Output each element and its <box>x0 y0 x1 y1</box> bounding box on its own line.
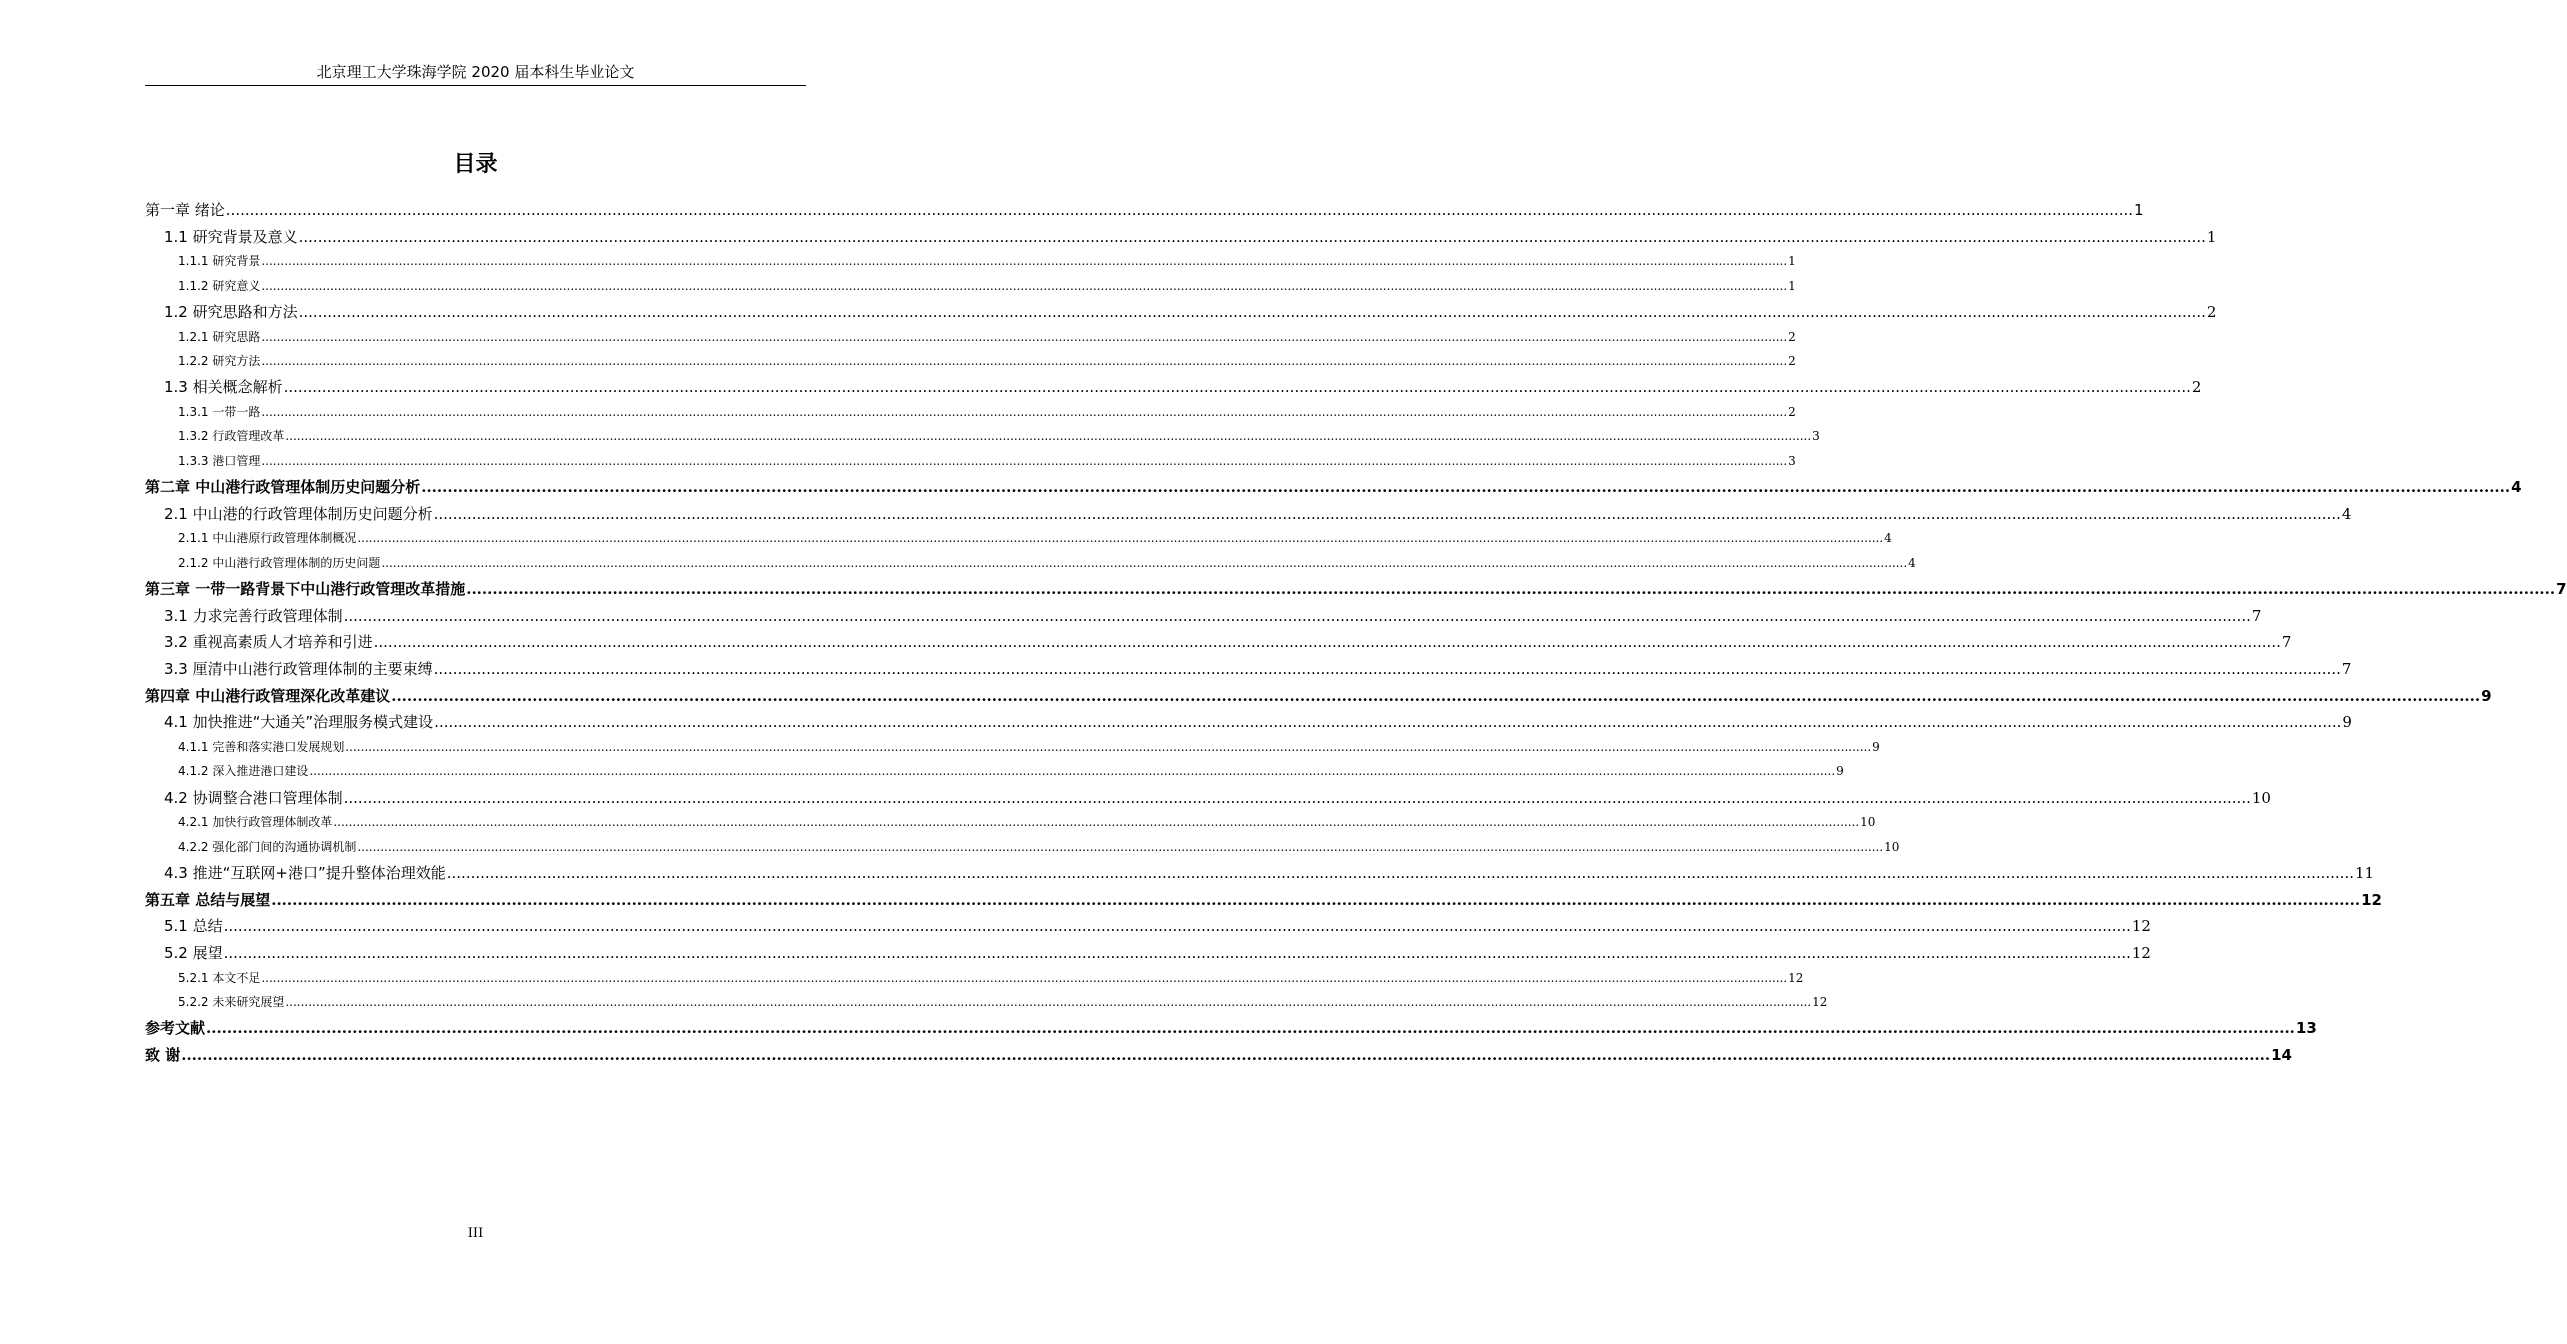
toc-entry-page: 12 <box>2131 944 2151 963</box>
toc-entry-page: 12 <box>2361 890 2382 909</box>
toc-dot-leader: ................................................................................................................................................................................................................................................................................................................................................................................................................ <box>283 378 2191 397</box>
toc-dot-leader: ................................................................................................................................................................................................................................................................................................................................................................................................................ <box>381 555 1908 570</box>
toc-entry-page: 4 <box>2341 504 2352 523</box>
toc-dot-leader: ................................................................................................................................................................................................................................................................................................................................................................................................................ <box>433 660 2341 678</box>
toc-dot-leader: ................................................................................................................................................................................................................................................................................................................................................................................................................ <box>433 504 2341 523</box>
toc-entry-page: 12 <box>2131 917 2151 936</box>
toc-entry-page: 9 <box>1872 740 1880 755</box>
toc-entry-page: 7 <box>2281 633 2292 652</box>
toc-dot-leader: ................................................................................................................................................................................................................................................................................................................................................................................................................ <box>285 995 1812 1010</box>
toc-dot-leader: ................................................................................................................................................................................................................................................................................................................................................................................................................ <box>206 1019 2295 1038</box>
toc-section-entry[interactable] <box>145 941 2151 965</box>
toc-entry-label: 1.1.2 研究意义 <box>178 278 261 293</box>
toc-entry-page: 4 <box>1908 555 1916 570</box>
toc-entry-page: 12 <box>1788 970 1804 985</box>
toc-entry-label: 4.2.2 强化部门间的沟通协调机制 <box>178 839 357 854</box>
toc-section-entry[interactable] <box>145 861 2375 885</box>
toc-chapter-entry[interactable] <box>145 1016 2317 1040</box>
toc-section-entry[interactable] <box>145 502 2352 526</box>
toc-subsection-entry[interactable] <box>145 812 1876 832</box>
toc-entry-label: 第三章 一带一路背景下中山港行政管理改革措施 <box>145 579 466 598</box>
toc-dot-leader: ................................................................................................................................................................................................................................................................................................................................................................................................................ <box>298 303 2206 321</box>
toc-chapter-entry[interactable] <box>145 888 2382 912</box>
toc-dot-leader: ................................................................................................................................................................................................................................................................................................................................................................................................................ <box>357 839 1884 854</box>
toc-subsection-entry[interactable] <box>145 968 1804 988</box>
toc-entry-page: 3 <box>1788 453 1796 468</box>
toc-entry-label: 5.2.2 未来研究展望 <box>178 995 285 1010</box>
toc-entry-page: 4 <box>1884 531 1892 546</box>
toc-entry-label: 4.2.1 加快行政管理体制改革 <box>178 815 333 830</box>
toc-entry-label: 1.3.2 行政管理改革 <box>178 429 285 444</box>
toc-entry-page: 7 <box>2556 579 2567 598</box>
toc-entry-page: 1 <box>2206 227 2217 246</box>
toc-entry-page: 7 <box>2251 606 2262 625</box>
toc-dot-leader: ................................................................................................................................................................................................................................................................................................................................................................................................................ <box>223 944 2131 963</box>
toc-dot-leader: ................................................................................................................................................................................................................................................................................................................................................................................................................ <box>345 740 1872 755</box>
toc-dot-leader: ................................................................................................................................................................................................................................................................................................................................................................................................................ <box>225 201 2134 219</box>
toc-dot-leader: ................................................................................................................................................................................................................................................................................................................................................................................................................ <box>434 713 2342 732</box>
toc-dot-leader: ................................................................................................................................................................................................................................................................................................................................................................................................................ <box>373 633 2281 652</box>
toc-dot-leader: ................................................................................................................................................................................................................................................................................................................................................................................................................ <box>261 453 1788 468</box>
toc-entry-label: 4.2 协调整合港口管理体制 <box>164 788 343 807</box>
toc-entry-page: 1 <box>1788 254 1796 269</box>
toc-entry-page: 10 <box>1884 839 1900 854</box>
toc-entry-page: 14 <box>2271 1046 2292 1065</box>
toc-subsection-entry[interactable] <box>145 553 1916 573</box>
toc-chapter-entry[interactable] <box>145 475 2522 499</box>
toc-section-entry[interactable] <box>145 630 2292 654</box>
toc-dot-leader: ................................................................................................................................................................................................................................................................................................................................................................................................................ <box>391 686 2481 705</box>
toc-subsection-entry[interactable] <box>145 837 1900 857</box>
toc-section-entry[interactable] <box>145 914 2151 938</box>
toc-entry-page: 7 <box>2341 660 2352 678</box>
toc-subsection-entry[interactable] <box>145 351 1796 371</box>
toc-entry-page: 9 <box>1836 764 1844 779</box>
toc-dot-leader: ................................................................................................................................................................................................................................................................................................................................................................................................................ <box>421 477 2511 496</box>
toc-entry-label: 第一章 绪论 <box>145 201 225 219</box>
toc-entry-label: 1.3.1 一带一路 <box>178 405 261 419</box>
toc-entry-page: 2 <box>2191 378 2202 397</box>
toc-subsection-entry[interactable] <box>145 761 1844 781</box>
toc-dot-leader: ................................................................................................................................................................................................................................................................................................................................................................................................................ <box>261 329 1788 344</box>
toc-entry-label: 4.3 推进“互联网+港口”提升整体治理效能 <box>164 864 446 882</box>
toc-dot-leader: ................................................................................................................................................................................................................................................................................................................................................................................................................ <box>181 1046 2271 1065</box>
toc-title: 目录 <box>453 152 498 177</box>
toc-entry-page: 2 <box>2206 303 2217 321</box>
toc-chapter-entry[interactable] <box>145 577 2567 601</box>
toc-dot-leader: ................................................................................................................................................................................................................................................................................................................................................................................................................ <box>261 254 1788 269</box>
toc-entry-page: 2 <box>1788 354 1796 368</box>
toc-dot-leader: ................................................................................................................................................................................................................................................................................................................................................................................................................ <box>343 606 2251 625</box>
toc-entry-page: 3 <box>1812 429 1820 444</box>
toc-section-entry[interactable] <box>145 657 2352 681</box>
toc-entry-label: 第四章 中山港行政管理深化改革建议 <box>145 686 391 705</box>
toc-entry-page: 4 <box>2511 477 2522 496</box>
page-number: III <box>467 1226 484 1241</box>
toc-chapter-entry[interactable] <box>145 198 2144 222</box>
toc-entry-label: 1.3 相关概念解析 <box>164 378 283 397</box>
toc-entry-label: 4.1.1 完善和落实港口发展规划 <box>178 740 345 755</box>
toc-dot-leader: ................................................................................................................................................................................................................................................................................................................................................................................................................ <box>285 429 1812 444</box>
toc-entry-label: 1.2.2 研究方法 <box>178 354 261 368</box>
toc-entry-label: 2.1.2 中山港行政管理体制的历史问题 <box>178 555 381 570</box>
toc-entry-page: 1 <box>2134 201 2144 219</box>
running-header: 北京理工大学珠海学院 2020 届本科生毕业论文 <box>316 63 635 81</box>
toc-dot-leader: ................................................................................................................................................................................................................................................................................................................................................................................................................ <box>223 917 2131 936</box>
toc-subsection-entry[interactable] <box>145 402 1796 422</box>
toc-dot-leader: ................................................................................................................................................................................................................................................................................................................................................................................................................ <box>333 815 1860 830</box>
toc-subsection-entry[interactable] <box>145 251 1796 271</box>
toc-dot-leader: ................................................................................................................................................................................................................................................................................................................................................................................................................ <box>261 278 1788 293</box>
toc-entry-label: 参考文献 <box>145 1019 206 1038</box>
toc-dot-leader: ................................................................................................................................................................................................................................................................................................................................................................................................................ <box>261 354 1788 368</box>
toc-dot-leader: ................................................................................................................................................................................................................................................................................................................................................................................................................ <box>271 890 2361 909</box>
toc-entry-page: 1 <box>1788 278 1796 293</box>
toc-dot-leader: ................................................................................................................................................................................................................................................................................................................................................................................................................ <box>357 531 1884 546</box>
toc-entry-label: 5.1 总结 <box>164 917 223 936</box>
toc-entry-page: 2 <box>1788 329 1796 344</box>
toc-subsection-entry[interactable] <box>145 737 1880 757</box>
toc-chapter-entry[interactable] <box>145 684 2492 708</box>
toc-entry-label: 3.2 重视高素质人才培养和引进 <box>164 633 373 652</box>
header-rule <box>145 85 806 86</box>
toc-entry-label: 2.1 中山港的行政管理体制历史问题分析 <box>164 504 433 523</box>
toc-section-entry[interactable] <box>145 710 2352 734</box>
toc-entry-label: 第五章 总结与展望 <box>145 890 271 909</box>
toc-entry-page: 9 <box>2342 713 2352 732</box>
toc-subsection-entry[interactable] <box>145 528 1892 548</box>
toc-subsection-entry[interactable] <box>145 276 1796 296</box>
toc-entry-page: 12 <box>1812 995 1828 1010</box>
toc-section-entry[interactable] <box>145 786 2271 810</box>
toc-entry-label: 第二章 中山港行政管理体制历史问题分析 <box>145 477 421 496</box>
toc-entry-label: 致 谢 <box>145 1046 181 1065</box>
toc-entry-page: 10 <box>2251 788 2271 807</box>
toc-entry-page: 9 <box>2481 686 2492 705</box>
toc-dot-leader: ................................................................................................................................................................................................................................................................................................................................................................................................................ <box>446 864 2354 882</box>
toc-section-entry[interactable] <box>145 225 2217 249</box>
toc-entry-label: 3.1 力求完善行政管理体制 <box>164 606 343 625</box>
toc-section-entry[interactable] <box>145 375 2202 399</box>
toc-chapter-entry[interactable] <box>145 1043 2292 1067</box>
toc-entry-page: 10 <box>1860 815 1876 830</box>
toc-section-entry[interactable] <box>145 604 2262 628</box>
toc-entry-label: 1.3.3 港口管理 <box>178 453 261 468</box>
toc-subsection-entry[interactable] <box>145 327 1796 347</box>
toc-entry-label: 4.1 加快推进“大通关”治理服务模式建设 <box>164 713 434 732</box>
toc-entry-page: 11 <box>2354 864 2375 882</box>
toc-subsection-entry[interactable] <box>145 992 1828 1012</box>
toc-dot-leader: ................................................................................................................................................................................................................................................................................................................................................................................................................ <box>298 227 2206 246</box>
toc-entry-label: 4.1.2 深入推进港口建设 <box>178 764 309 779</box>
toc-entry-label: 1.1 研究背景及意义 <box>164 227 298 246</box>
toc-subsection-entry[interactable] <box>145 451 1796 471</box>
toc-dot-leader: ................................................................................................................................................................................................................................................................................................................................................................................................................ <box>309 764 1836 779</box>
toc-dot-leader: ................................................................................................................................................................................................................................................................................................................................................................................................................ <box>261 970 1788 985</box>
toc-dot-leader: ................................................................................................................................................................................................................................................................................................................................................................................................................ <box>261 405 1788 419</box>
toc-entry-label: 5.2.1 本文不足 <box>178 970 261 985</box>
toc-dot-leader: ................................................................................................................................................................................................................................................................................................................................................................................................................ <box>466 579 2556 598</box>
toc-entry-page: 13 <box>2295 1019 2317 1038</box>
toc-entry-page: 2 <box>1788 405 1796 419</box>
toc-entry-label: 1.2.1 研究思路 <box>178 329 261 344</box>
toc-subsection-entry[interactable] <box>145 426 1820 446</box>
toc-section-entry[interactable] <box>145 300 2217 324</box>
toc-entry-label: 5.2 展望 <box>164 944 223 963</box>
toc-entry-label: 1.2 研究思路和方法 <box>164 303 298 321</box>
toc-entry-label: 2.1.1 中山港原行政管理体制概况 <box>178 531 357 546</box>
toc-entry-label: 3.3 厘清中山港行政管理体制的主要束缚 <box>164 660 433 678</box>
toc-dot-leader: ................................................................................................................................................................................................................................................................................................................................................................................................................ <box>343 788 2251 807</box>
toc-entry-label: 1.1.1 研究背景 <box>178 254 261 269</box>
